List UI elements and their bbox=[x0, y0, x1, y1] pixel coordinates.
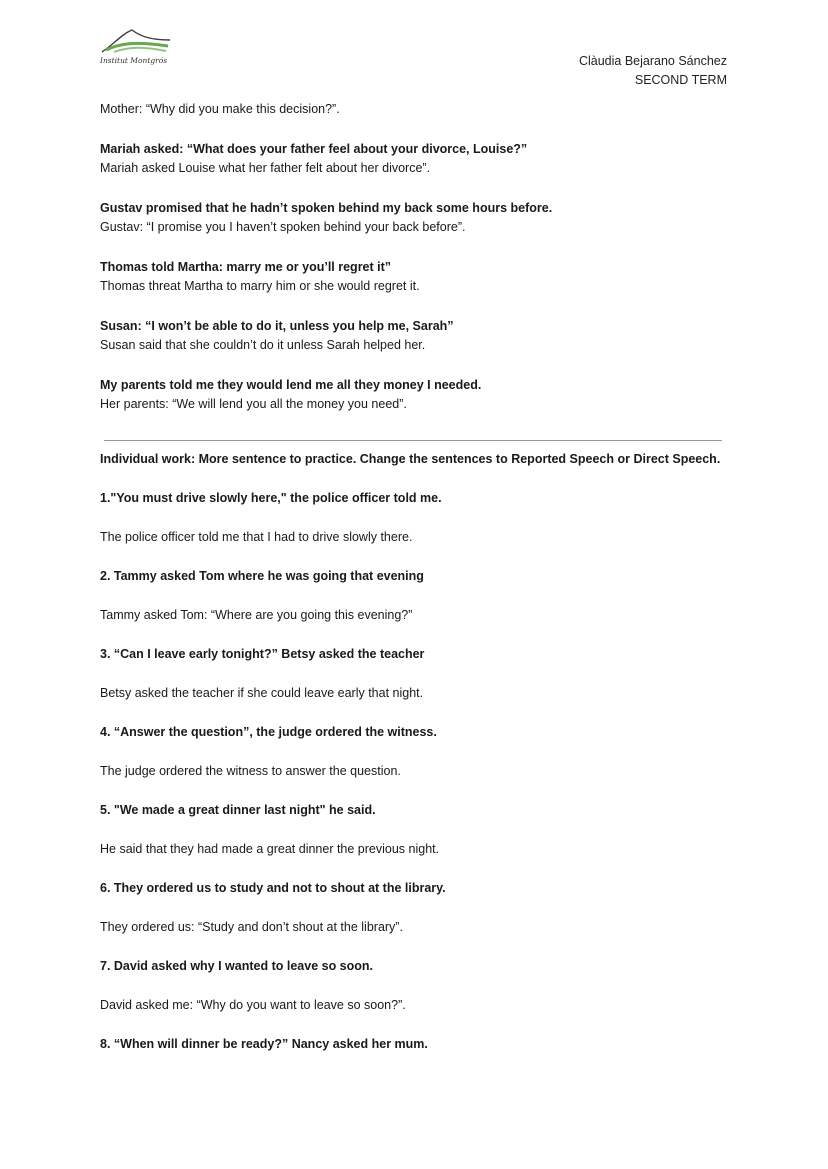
converted-sentence: Gustav: “I promise you I haven’t spoken behind your back before”. bbox=[100, 220, 466, 234]
sentence-pair bbox=[100, 376, 728, 415]
exercise-question: 6. They ordered us to study and not to shout at the library. bbox=[100, 881, 446, 895]
exercise-question: 2. Tammy asked Tom where he was going that evening bbox=[100, 569, 424, 583]
exercise-question: 7. David asked why I wanted to leave so soon. bbox=[100, 959, 374, 973]
term-label: SECOND TERM bbox=[634, 73, 727, 87]
individual-work-section bbox=[100, 450, 740, 1074]
exercise-answer: Tammy asked Tom: “Where are you going this evening?” bbox=[100, 608, 413, 622]
sentence-pair bbox=[100, 199, 728, 238]
original-sentence: Gustav promised that he hadn’t spoken behind my back some hours before. bbox=[100, 200, 553, 215]
intro-block bbox=[100, 100, 728, 120]
converted-sentence: Thomas threat Martha to marry him or she would regret it. bbox=[100, 279, 420, 293]
header-info bbox=[579, 52, 727, 90]
exercise-question: 1."You must drive slowly here," the police officer told me. bbox=[100, 491, 442, 505]
converted-sentence: Mariah asked Louise what her father felt about her divorce”. bbox=[100, 161, 431, 175]
original-sentence: Thomas told Martha: marry me or you’ll regret it” bbox=[100, 259, 392, 274]
exercise-question: 4. “Answer the question”, the judge ordered the witness. bbox=[100, 725, 437, 739]
exercise-question: 5. "We made a great dinner last night" he said. bbox=[100, 803, 376, 817]
exercise-question: 3. “Can I leave early tonight?” Betsy asked the teacher bbox=[100, 647, 425, 661]
original-sentence: My parents told me they would lend me all they money I needed. bbox=[100, 377, 482, 392]
converted-sentence: Her parents: “We will lend you all the money you need”. bbox=[100, 397, 407, 411]
intro-line: Mother: “Why did you make this decision?”. bbox=[100, 102, 340, 116]
exercise-answer: Betsy asked the teacher if she could leave early that night. bbox=[100, 686, 424, 700]
exercise-answer: David asked me: “Why do you want to leave so soon?”. bbox=[100, 998, 406, 1012]
converted-sentence: Susan said that she couldn’t do it unless Sarah helped her. bbox=[100, 338, 426, 352]
author-name: Clàudia Bejarano Sánchez bbox=[578, 54, 727, 68]
sentence-pairs bbox=[100, 100, 728, 435]
section-divider bbox=[104, 440, 722, 441]
exercise-answer: The judge ordered the witness to answer the question. bbox=[100, 764, 401, 778]
sentence-pair bbox=[100, 258, 728, 297]
exercise-question: 8. “When will dinner be ready?” Nancy asked her mum. bbox=[100, 1037, 428, 1051]
section-heading: Individual work: More sentence to practice. Change the sentences to Reported Speech or Direct Speech. bbox=[100, 452, 721, 466]
sentence-pair bbox=[100, 317, 728, 356]
exercise-answer: They ordered us: “Study and don’t shout at the library”. bbox=[100, 920, 403, 934]
original-sentence: Mariah asked: “What does your father feel about your divorce, Louise?” bbox=[100, 141, 528, 156]
exercise-answer: He said that they had made a great dinner the previous night. bbox=[100, 842, 440, 856]
mountain-logo-icon bbox=[100, 26, 172, 56]
school-logo bbox=[100, 26, 172, 66]
exercise-answer: The police officer told me that I had to drive slowly there. bbox=[100, 530, 413, 544]
sentence-pair bbox=[100, 140, 728, 179]
logo-text: Institut Montgrós bbox=[100, 56, 168, 65]
original-sentence: Susan: “I won’t be able to do it, unless you help me, Sarah” bbox=[100, 318, 454, 333]
